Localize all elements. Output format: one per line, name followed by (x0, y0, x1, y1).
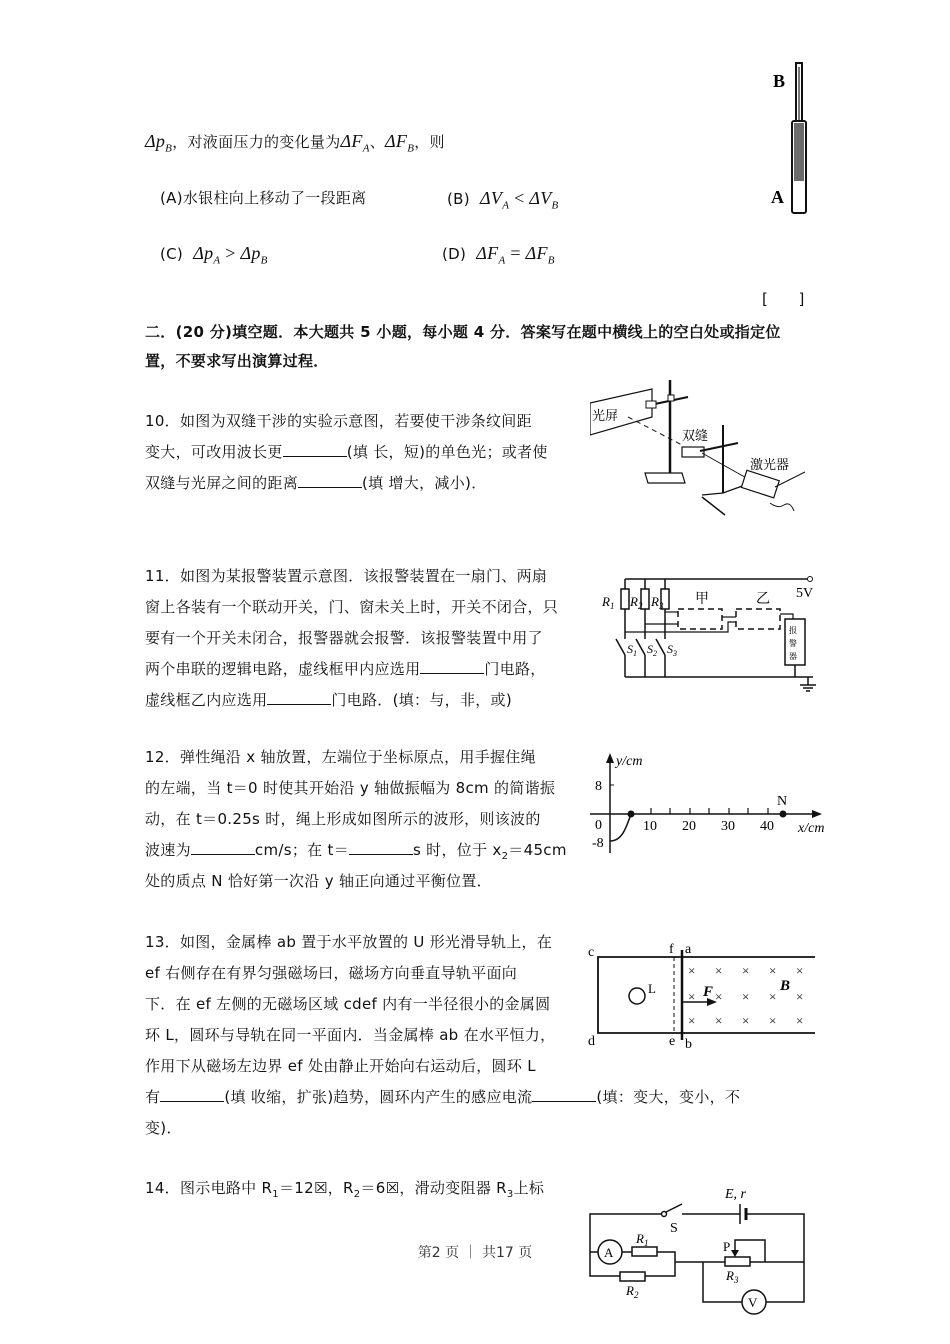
svg-text:R3: $R_3$ (726, 1268, 739, 1285)
svg-text:×: × (715, 963, 723, 978)
svg-text:c: c (588, 945, 595, 960)
svg-text:N: N (777, 794, 788, 809)
svg-text:R2: $R_2$ (626, 1283, 639, 1300)
svg-text:×: × (688, 963, 696, 978)
math-dpB: $\Delta p_B$ (145, 131, 173, 155)
svg-text:40: 40 (760, 819, 774, 834)
q12-line4: 波速为 cm/s；在 t＝ s 时，位于 $x_2=45cm$ (145, 841, 567, 862)
q14-line1: 14．图示电路中 $R_1=12☒$，$R_2=6☒$，滑动变阻器 $R_3$上标 (145, 1179, 545, 1200)
q10-blank-1[interactable] (283, 442, 347, 457)
q12-blank-1[interactable] (191, 840, 255, 855)
svg-text:E, r: E, r (725, 1187, 746, 1202)
svg-text:R1: $R_1$ (602, 594, 615, 611)
q12-line1: 12．弹性绳沿 x 轴放置，左端位于坐标原点，用手握住绳 (145, 748, 536, 766)
svg-text:×: × (715, 989, 723, 1004)
svg-text:×: × (796, 963, 804, 978)
svg-text:乙: 乙 (756, 591, 770, 607)
q13-line4: 环 L，圆环与导轨在同一平面内．当金属棒 ab 在水平恒力， (145, 1026, 556, 1044)
svg-text:B: B (780, 978, 791, 994)
q13-line1: 13．如图，金属棒 ab 置于水平放置的 U 形光滑导轨上，在 (145, 933, 553, 951)
svg-text:A: A (604, 1245, 614, 1260)
q13-line7: 变)． (145, 1119, 182, 1137)
q12-line5: 处的质点 N 恰好第一次沿 y 轴正向通过平衡位置． (145, 872, 492, 890)
q10-line3: 双缝与光屏之间的距离 (填 增大，减小)． (145, 474, 487, 492)
svg-text:P: P (723, 1239, 731, 1254)
svg-text:S1: $S_1$ (627, 642, 637, 658)
svg-text:y/cm: y/cm (616, 754, 643, 769)
svg-text:0: 0 (595, 818, 602, 833)
svg-text:8: 8 (595, 779, 602, 794)
q11-line2: 窗上各装有一个联动开关，门、窗未关上时，开关不闭合，只 (145, 598, 559, 616)
q13-line5: 作用下从磁场左边界 ef 处由静止开始向右运动后，圆环 L (145, 1057, 536, 1075)
svg-text:报: 报 (789, 626, 797, 635)
q13-blank-2[interactable] (532, 1087, 596, 1102)
wave-graph-figure (585, 745, 830, 860)
q9-option-a: (A)水银柱向上移动了一段距离 (160, 189, 367, 207)
svg-text:F: F (703, 984, 714, 1000)
q10-blank-2[interactable] (298, 473, 362, 488)
svg-text:L: L (648, 981, 656, 996)
svg-text:S2: $S_2$ (647, 642, 657, 658)
svg-text:×: × (769, 1013, 777, 1028)
svg-text:警: 警 (789, 639, 797, 648)
svg-text:激光器: 激光器 (750, 458, 790, 473)
svg-text:R1: $R_1$ (636, 1231, 649, 1248)
missing-glyph-icon: ☒ (385, 1179, 400, 1197)
svg-text:f: f (669, 942, 674, 957)
svg-text:d: d (588, 1034, 595, 1049)
q11-line1: 11．如图为某报警装置示意图．该报警装置在一扇门、两扇 (145, 567, 548, 585)
svg-text:x/cm: x/cm (798, 821, 825, 836)
svg-text:×: × (688, 989, 696, 1004)
svg-text:×: × (742, 1013, 750, 1028)
svg-text:-8: -8 (592, 836, 604, 851)
svg-text:×: × (715, 1013, 723, 1028)
svg-text:甲: 甲 (695, 591, 709, 607)
q11-line3: 要有一个开关未闭合，报警器就会报警．该报警装置中用了 (145, 629, 543, 647)
svg-text:×: × (796, 1013, 804, 1028)
section-2-heading-line2: 置，不要求写出演算过程． (145, 352, 329, 370)
q13-blank-1[interactable] (160, 1087, 224, 1102)
q13-line3: 下．在 ef 左侧的无磁场区域 cdef 内有一半径很小的金属圆 (145, 995, 551, 1013)
answer-bracket: [ ] (762, 290, 805, 308)
svg-text:器: 器 (789, 652, 797, 661)
svg-text:×: × (742, 989, 750, 1004)
svg-text:R3: $R_3$ (651, 594, 664, 611)
svg-text:5V: 5V (796, 586, 814, 601)
missing-glyph-icon: ☒ (313, 1179, 328, 1197)
q11-line4: 两个串联的逻辑电路，虚线框甲内应选用 门电路， (145, 660, 546, 678)
q10-line1: 10．如图为双缝干涉的实验示意图，若要使干涉条纹间距 (145, 412, 532, 430)
q13-line6: 有 (填 收缩，扩张)趋势，圆环内产生的感应电流 (填：变大，变小，不 (145, 1088, 741, 1106)
q9-stem-line: $\Delta p_B$，对液面压力的变化量为$\Delta F_A$、$\Delta F_B$，则 (145, 131, 445, 155)
math-dFB: $\Delta F_B$ (385, 131, 415, 155)
q9-option-d: (D) $\Delta F_A = \Delta F_B$ (442, 243, 555, 267)
svg-text:×: × (796, 989, 804, 1004)
math-dFA: $\Delta F_A$ (340, 131, 370, 155)
svg-text:e: e (669, 1034, 676, 1049)
svg-text:×: × (742, 963, 750, 978)
svg-text:×: × (688, 1013, 696, 1028)
page-footer: 第2 页 ｜ 共17 页 (417, 1245, 533, 1261)
svg-text:光屏: 光屏 (592, 409, 619, 424)
q11-blank-1[interactable] (420, 659, 484, 674)
svg-text:×: × (769, 989, 777, 1004)
mercury-tube-figure (765, 55, 815, 220)
q11-blank-2[interactable] (267, 690, 331, 705)
svg-text:R2: $R_2$ (630, 594, 643, 611)
magnetic-rail-figure (585, 940, 820, 1055)
q9-option-c: (C) $\Delta p_A > \Delta p_B$ (160, 243, 268, 267)
q12-line3: 动，在 t＝0.25s 时，绳上形成如图所示的波形，则该波的 (145, 810, 541, 828)
svg-text:S: S (670, 1221, 678, 1236)
q12-line2: 的左端，当 t＝0 时使其开始沿 y 轴做振幅为 8cm 的简谐振 (145, 779, 556, 797)
q10-line2: 变大，可改用波长更 (填 长，短)的单色光；或者使 (145, 443, 548, 461)
q9-option-b: (B) $\Delta V_A < \Delta V_B$ (447, 188, 559, 212)
svg-text:双缝: 双缝 (682, 429, 709, 444)
svg-text:V: V (748, 1295, 758, 1310)
svg-text:10: 10 (643, 819, 657, 834)
svg-text:a: a (685, 942, 692, 957)
svg-text:A: A (771, 187, 784, 207)
svg-text:B: B (773, 71, 786, 91)
svg-text:30: 30 (721, 819, 735, 834)
alarm-circuit-figure (598, 567, 823, 697)
svg-text:×: × (769, 963, 777, 978)
q11-line5: 虚线框乙内应选用 门电路．(填：与，非，或) (145, 691, 513, 709)
q13-line2: ef 右侧存在有界匀强磁场曰，磁场方向垂直导轨平面向 (145, 964, 518, 982)
svg-text:S3: $S_3$ (667, 642, 677, 658)
svg-text:b: b (685, 1037, 692, 1052)
double-slit-figure (590, 375, 820, 525)
q12-blank-2[interactable] (349, 840, 413, 855)
svg-text:20: 20 (682, 819, 696, 834)
section-2-heading-line1: 二．(20 分)填空题．本大题共 5 小题，每小题 4 分．答案写在题中横线上的空白处或指定位 (145, 323, 781, 341)
